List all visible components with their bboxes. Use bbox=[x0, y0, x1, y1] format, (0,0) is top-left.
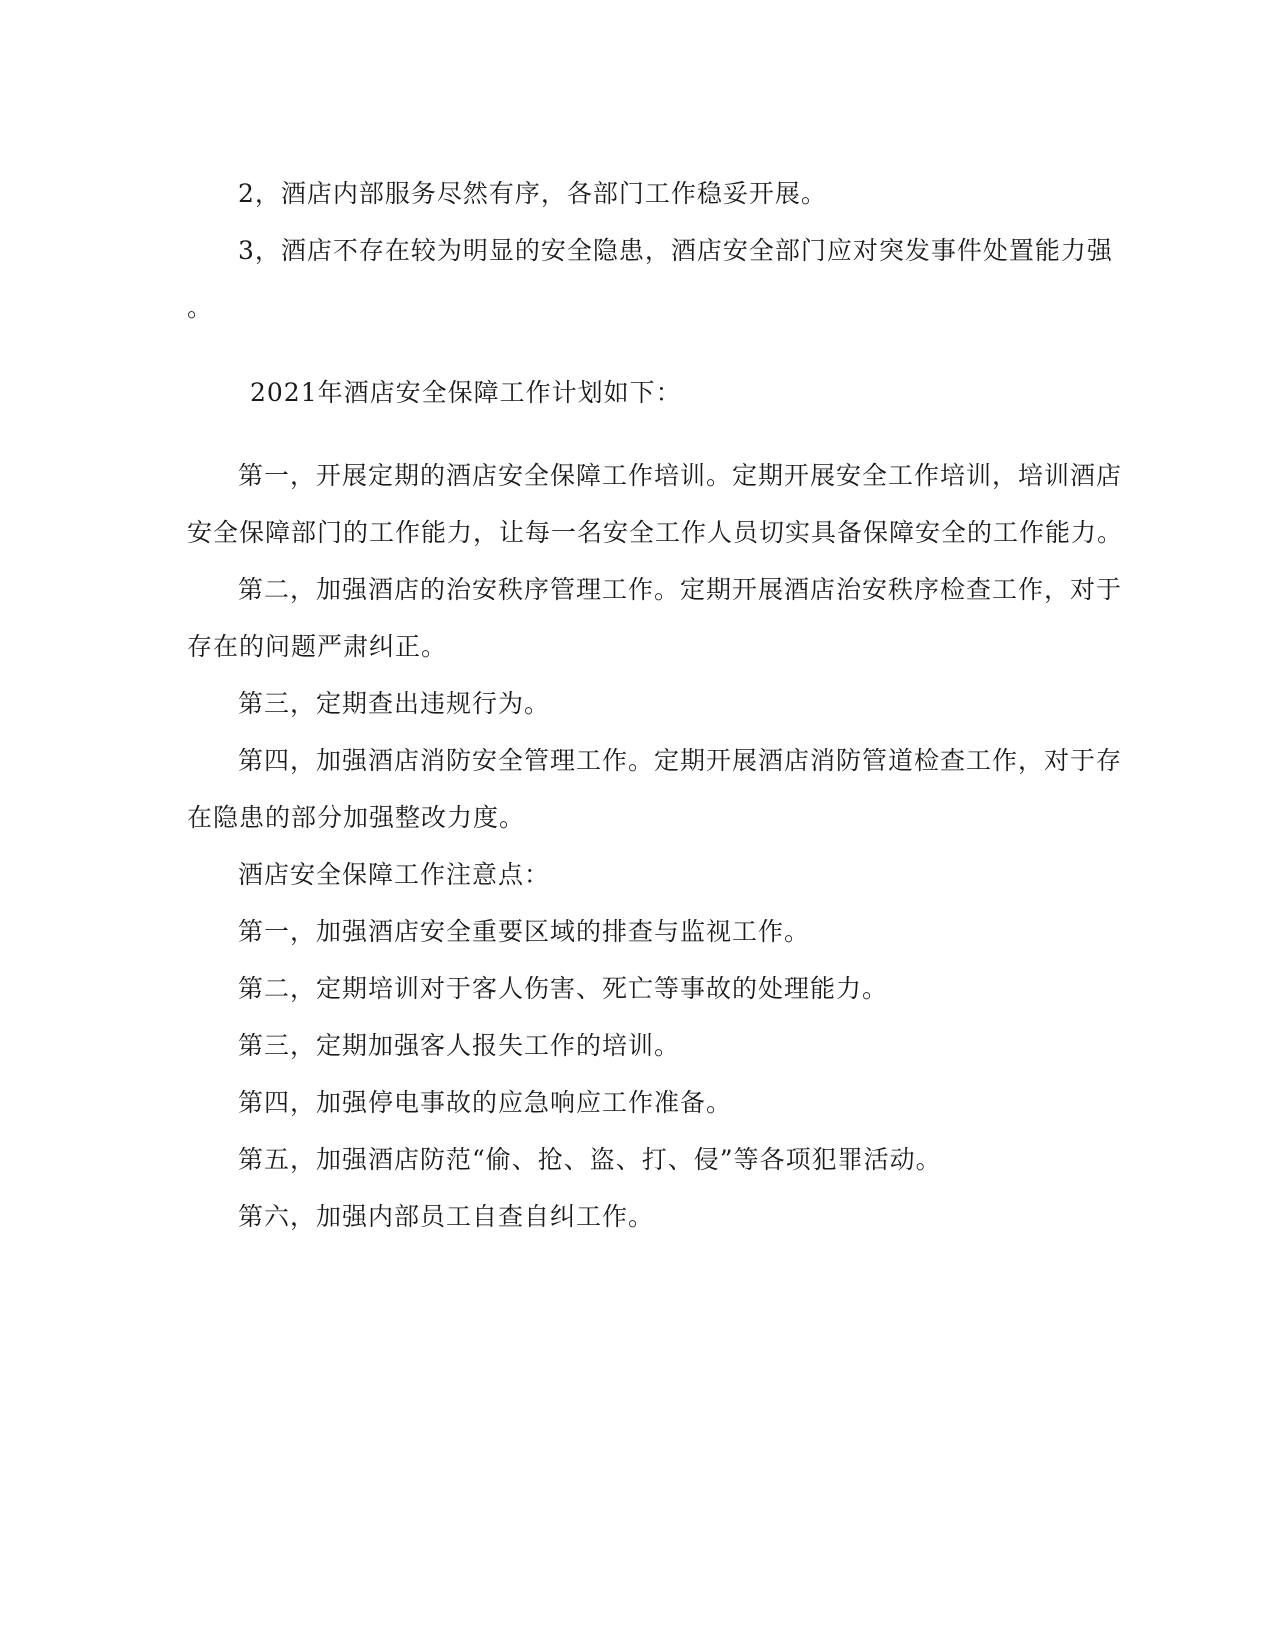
paragraph-line: 第一，开展定期的酒店安全保障工作培训。定期开展安全工作培训，培训酒店 bbox=[238, 461, 1123, 490]
paragraph-line: 第六，加强内部员工自查自纠工作。 bbox=[238, 1202, 655, 1231]
paragraph-line: 3，酒店不存在较为明显的安全隐患，酒店安全部门应对突发事件处置能力强 bbox=[238, 236, 1113, 265]
paragraph-line: 2，酒店内部服务尽然有序，各部门工作稳妥开展。 bbox=[238, 179, 827, 208]
paragraph-line: 第三，定期查出违规行为。 bbox=[238, 689, 551, 718]
paragraph-line: 第四，加强酒店消防安全管理工作。定期开展酒店消防管道检查工作，对于存 bbox=[238, 746, 1123, 775]
paragraph-line: 在隐患的部分加强整改力度。 bbox=[187, 803, 526, 832]
paragraph-line: 存在的问题严肃纠正。 bbox=[187, 632, 448, 661]
paragraph-line: 第一，加强酒店安全重要区域的排查与监视工作。 bbox=[238, 917, 811, 946]
paragraph-line: 第五，加强酒店防范“偷、抢、盗、打、侵”等各项犯罪活动。 bbox=[238, 1145, 942, 1174]
paragraph-line: 安全保障部门的工作能力，让每一名安全工作人员切实具备保障安全的工作能力。 bbox=[187, 518, 1124, 547]
section-heading: 酒店安全保障工作注意点： bbox=[238, 860, 551, 889]
paragraph-line: 第三，定期加强客人报失工作的培训。 bbox=[238, 1031, 681, 1060]
paragraph-line: 第二，定期培训对于客人伤害、死亡等事故的处理能力。 bbox=[238, 974, 889, 1003]
section-heading: 2021年酒店安全保障工作计划如下： bbox=[250, 378, 682, 407]
paragraph-line: 。 bbox=[187, 293, 214, 322]
paragraph-line: 第二，加强酒店的治安秩序管理工作。定期开展酒店治安秩序检查工作，对于 bbox=[238, 575, 1123, 604]
paragraph-line: 第四，加强停电事故的应急响应工作准备。 bbox=[238, 1088, 733, 1117]
